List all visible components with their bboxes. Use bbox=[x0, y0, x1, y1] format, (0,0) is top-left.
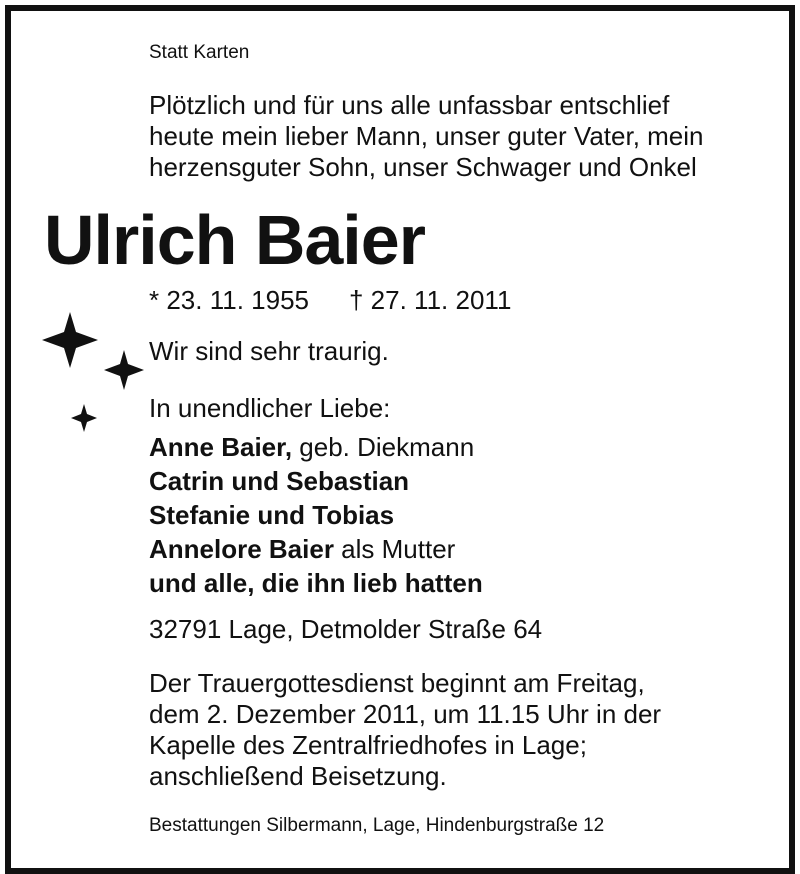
death-date: † 27. 11. 2011 bbox=[349, 285, 512, 315]
deceased-name: Ulrich Baier bbox=[44, 201, 425, 279]
service-line: dem 2. Dezember 2011, um 11.15 Uhr in der bbox=[149, 699, 662, 729]
mourner-line: Catrin und Sebastian bbox=[149, 466, 410, 496]
mourner-line: Stefanie und Tobias bbox=[149, 500, 395, 530]
intro-line: herzensguter Sohn, unser Schwager und Onkel bbox=[149, 152, 697, 182]
stars-decoration bbox=[40, 310, 150, 440]
intro-line: heute mein lieber Mann, unser guter Vater, mein bbox=[149, 121, 704, 151]
birth-date: * 23. 11. 1955 bbox=[149, 285, 309, 315]
mourner-line: Annelore Baier als Mutter bbox=[149, 534, 456, 564]
intro-line: Plötzlich und für uns alle unfassbar entschlief bbox=[149, 90, 670, 120]
star-icon bbox=[71, 404, 97, 432]
address: 32791 Lage, Detmolder Straße 64 bbox=[149, 614, 543, 644]
mourner-line: und alle, die ihn lieb hatten bbox=[149, 568, 483, 598]
mourner-line: Anne Baier, geb. Diekmann bbox=[149, 432, 475, 462]
statt-karten: Statt Karten bbox=[149, 42, 250, 63]
service-line: Der Trauergottesdienst beginnt am Freitag, bbox=[149, 668, 645, 698]
funeral-home-footer: Bestattungen Silbermann, Lage, Hindenburgstraße 12 bbox=[149, 815, 605, 836]
star-icon bbox=[104, 350, 144, 390]
service-line: Kapelle des Zentralfriedhofes in Lage; bbox=[149, 730, 587, 760]
intro-text bbox=[149, 90, 704, 183]
life-dates bbox=[149, 285, 511, 316]
service-line: anschließend Beisetzung. bbox=[149, 761, 447, 791]
sad-line: Wir sind sehr traurig. bbox=[149, 336, 389, 366]
star-icon bbox=[42, 312, 98, 368]
mourners-list bbox=[149, 430, 483, 600]
service-info bbox=[149, 668, 661, 792]
mourners-intro: In unendlicher Liebe: bbox=[149, 393, 391, 423]
